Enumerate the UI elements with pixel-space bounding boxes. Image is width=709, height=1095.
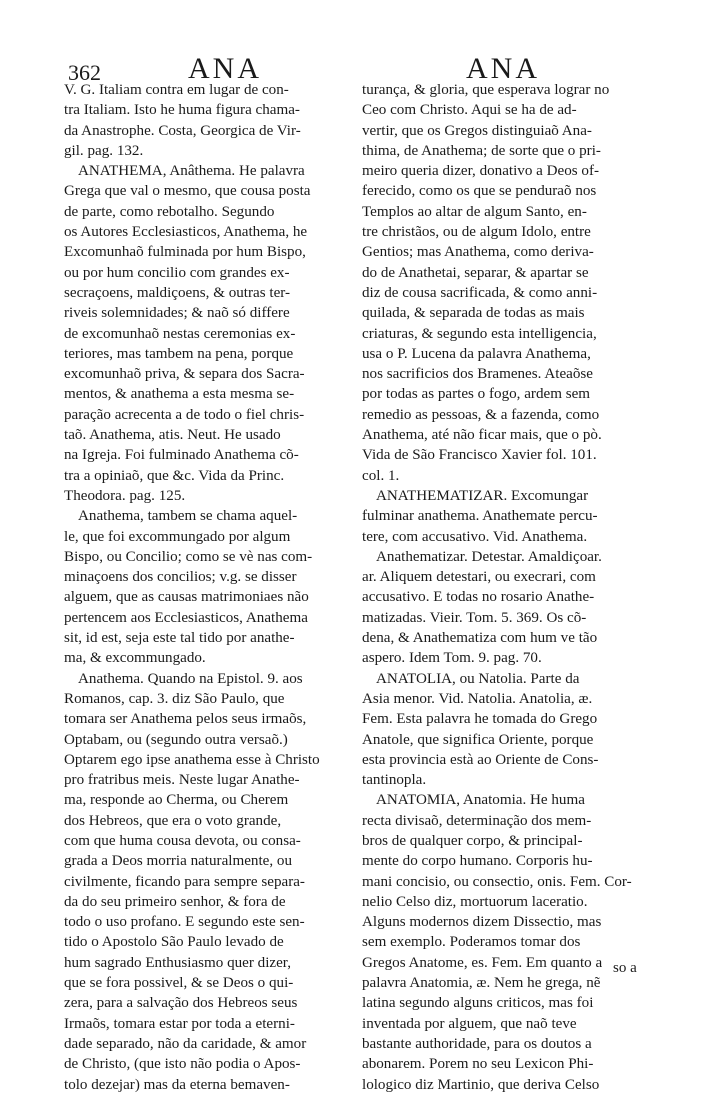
- right-column-line: matizadas. Vieir. Tom. 5. 369. Os cõ-: [362, 609, 587, 626]
- left-column-line: paração acrecenta a de todo o fiel chris-: [64, 406, 305, 423]
- right-column-line: do de Anathetai, separar, & apartar se: [362, 264, 589, 281]
- left-column-line: Excomunhaõ fulminada por hum Bispo,: [64, 244, 306, 261]
- left-column-line: zera, para a salvação dos Hebreos seus: [64, 995, 298, 1012]
- right-column-line: accusativo. E todas no rosario Anathe-: [362, 589, 595, 606]
- right-column-line: Fem. Esta palavra he tomada do Grego: [362, 711, 598, 728]
- left-column-line: da do seu primeiro senhor, & fora de: [64, 893, 286, 910]
- right-column-line: nelio Celso diz, mortuorum laceratio.: [362, 893, 588, 910]
- left-column-line: teriores, mas tambem na pena, porque: [64, 345, 294, 362]
- left-column-line: minaçoens dos concilios; v.g. se disser: [64, 569, 297, 586]
- left-column-line: tido o Apostolo São Paulo levado de: [64, 934, 284, 951]
- left-column-line: taõ. Anathema, atis. Neut. He usado: [64, 427, 281, 444]
- left-column-line: ma, & excommungado.: [64, 650, 206, 667]
- left-column-line: le, que foi excommungado por algum: [64, 528, 291, 545]
- right-column-line: Anatole, que significa Oriente, porque: [362, 731, 594, 748]
- left-column-line: pro fratribus meis. Neste lugar Anathe-: [64, 772, 300, 789]
- right-column-line: thima, de Anathema; de sorte que o pri-: [362, 142, 601, 159]
- right-column-line: Templos ao altar de algum Santo, en-: [362, 203, 587, 220]
- left-column-line: de Christo, (que isto não podia o Apos-: [64, 1056, 301, 1073]
- right-column-line: ANATOMIA, Anatomia. He huma: [376, 792, 585, 809]
- right-column-line: ANATOLIA, ou Natolia. Parte da: [376, 670, 580, 687]
- right-column-line: Asia menor. Vid. Natolia. Anatolia, æ.: [362, 690, 593, 707]
- left-column-line: tra a opiniaõ, que &c. Vida da Princ.: [64, 467, 285, 484]
- right-column-line: vertir, que os Gregos distinguiaõ Ana-: [362, 122, 592, 139]
- left-column-line: mentos, & anathema a esta mesma se-: [64, 386, 295, 403]
- left-column-line: tomara ser Anathema pelos seus irmaõs,: [64, 711, 307, 728]
- running-head-right: ANA: [466, 52, 540, 85]
- right-column-line: meiro queria dizer, donativo a Deos of-: [362, 163, 600, 180]
- left-column-line: V. G. Italiam contra em lugar de con-: [64, 82, 289, 98]
- right-column-line: fulminar anathema. Anathemate percu-: [362, 508, 598, 525]
- right-column-line: latina segundo alguns criticos, mas foi: [362, 995, 594, 1012]
- left-column-line: Anathema. Quando na Epistol. 9. aos: [78, 670, 303, 687]
- right-column-line: usa o P. Lucena da palavra Anathema,: [362, 345, 591, 362]
- left-column-line: Grega que val o mesmo, que cousa posta: [64, 183, 311, 200]
- left-column-line: Irmaõs, tomara estar por toda a eterni-: [64, 1015, 295, 1032]
- left-column-line: excomunhaõ priva, & separa dos Sacra-: [64, 366, 305, 383]
- left-column-line: Theodora. pag. 125.: [64, 487, 186, 504]
- right-column-line: sem exemplo. Poderamos tomar dos: [362, 934, 581, 951]
- right-column-line: Anathematizar. Detestar. Amaldiçoar.: [376, 548, 602, 565]
- left-column-line: hum sagrado Enthusiasmo quer dizer,: [64, 954, 292, 971]
- left-column-line: que se fora possivel, & se Deos o qui-: [64, 975, 294, 992]
- right-column-line: Vida de São Francisco Xavier fol. 101.: [362, 447, 597, 464]
- right-column-line: ANATHEMATIZAR. Excomungar: [376, 487, 589, 504]
- left-column-line: gil. pag. 132.: [64, 142, 144, 159]
- left-column-line: Optabam, ou (segundo outra versaõ.): [64, 731, 288, 748]
- left-column-line: de excomunhaõ nestas ceremonias ex-: [64, 325, 296, 342]
- right-column-line: Gregos Anatome, es. Fem. Em quanto a: [362, 954, 603, 971]
- right-column-line: Anathema, até não ficar mais, que o pò.: [362, 427, 602, 444]
- right-column-line: col. 1.: [362, 467, 400, 484]
- right-column-line: esta provincia està ao Oriente de Cons-: [362, 751, 599, 768]
- left-column-line: tolo dezejar) mas da eterna bemaven-: [64, 1076, 290, 1093]
- left-column-line: todo o uso profano. E segundo este sen-: [64, 914, 305, 931]
- catchword: so a: [613, 960, 637, 976]
- right-column-line: quilada, & separada de todas as mais: [362, 305, 585, 322]
- left-column-line: tra Italiam. Isto he huma figura chama-: [64, 102, 300, 119]
- right-column-line: bastante authoridade, para os doutos a: [362, 1035, 592, 1052]
- left-column-line: ou por hum concilio com grandes ex-: [64, 264, 290, 281]
- right-column-line: Alguns modernos dizem Dissectio, mas: [362, 914, 602, 931]
- right-column-line: Gentios; mas Anathema, como deriva-: [362, 244, 594, 261]
- right-column-line: ferecido, como os que se penduraõ nos: [362, 183, 597, 200]
- right-column-line: criaturas, & segundo esta intelligencia,: [362, 325, 597, 342]
- right-column-line: ar. Aliquem detestari, ou execrari, com: [362, 569, 596, 586]
- left-column-line: os Autores Ecclesiasticos, Anathema, he: [64, 224, 308, 241]
- left-column-line: na Igreja. Foi fulminado Anathema cõ-: [64, 447, 299, 464]
- running-head-left: ANA: [188, 52, 262, 85]
- left-column-line: pertencem aos Ecclesiasticos, Anathema: [64, 609, 308, 626]
- left-column-line: com que huma cousa devota, ou consa-: [64, 832, 301, 849]
- right-column-line: aspero. Idem Tom. 9. pag. 70.: [362, 650, 542, 667]
- right-column: [362, 80, 643, 1095]
- right-column-line: tantinopla.: [362, 772, 427, 789]
- right-column-line: bros de qualquer corpo, & principal-: [362, 832, 583, 849]
- right-column-line: palavra Anatomia, æ. Nem he grega, nẽ: [362, 975, 601, 992]
- right-column-line: mani concisio, ou consectio, onis. Fem. Cor-: [362, 873, 632, 890]
- left-column-line: Bispo, ou Concilio; como se vè nas com-: [64, 548, 313, 565]
- right-column-line: dena, & Anathematiza com hum ve tão: [362, 630, 598, 647]
- right-column-line: lologico diz Martinio, que deriva Celso: [362, 1076, 600, 1093]
- right-column-line: mente do corpo humano. Corporis hu-: [362, 853, 593, 870]
- left-column-line: Anathema, tambem se chama aquel-: [78, 508, 298, 525]
- right-column-line: recta divisaõ, determinação dos mem-: [362, 812, 592, 829]
- left-column-line: sit, id est, seja este tal tido por anathe-: [64, 630, 295, 647]
- right-column-line: turança, & gloria, que esperava lograr no: [362, 82, 610, 98]
- right-column-line: por todas as partes o fogo, ardem sem: [362, 386, 591, 403]
- left-column-line: dade separado, não da caridade, & amor: [64, 1035, 307, 1052]
- right-column-line: tre christãos, ou de algum Idolo, entre: [362, 224, 591, 241]
- left-column-line: de parte, como rebotalho. Segundo: [64, 203, 275, 220]
- left-column-line: dos Hebreos, que era o voto grande,: [64, 812, 282, 829]
- left-column-line: riveis solemnidades; & naõ só differe: [64, 305, 290, 322]
- right-column-line: Ceo com Christo. Aqui se ha de ad-: [362, 102, 577, 119]
- left-column-line: ANATHEMA, Anâthema. He palavra: [78, 163, 305, 180]
- left-column: [64, 80, 350, 1095]
- right-column-line: abonarem. Porem no seu Lexicon Phi-: [362, 1056, 594, 1073]
- right-column-line: remedio as pessoas, & a fazenda, como: [362, 406, 600, 423]
- left-column-line: da Anastrophe. Costa, Georgica de Vir-: [64, 122, 301, 139]
- left-column-line: civilmente, ficando para sempre separa-: [64, 873, 305, 890]
- right-column-line: diz de cousa sacrificada, & como anni-: [362, 284, 598, 301]
- left-column-line: ma, responde ao Cherma, ou Cherem: [64, 792, 289, 809]
- right-column-line: inventada por alguem, que naõ teve: [362, 1015, 577, 1032]
- left-column-line: Optarem ego ipse anathema esse à Christo: [64, 751, 320, 768]
- right-column-line: nos sacrificios dos Bramenes. Ateaõse: [362, 366, 593, 383]
- right-column-line: tere, com accusativo. Vid. Anathema.: [362, 528, 588, 545]
- left-column-line: Romanos, cap. 3. diz São Paulo, que: [64, 690, 285, 707]
- left-column-line: grada a Deos morria naturalmente, ou: [64, 853, 292, 870]
- left-column-line: secraçoens, maldiçoens, & outras ter-: [64, 284, 291, 301]
- page-number: 362: [68, 60, 101, 85]
- left-column-line: alguem, que as causas matrimoniaes não: [64, 589, 309, 606]
